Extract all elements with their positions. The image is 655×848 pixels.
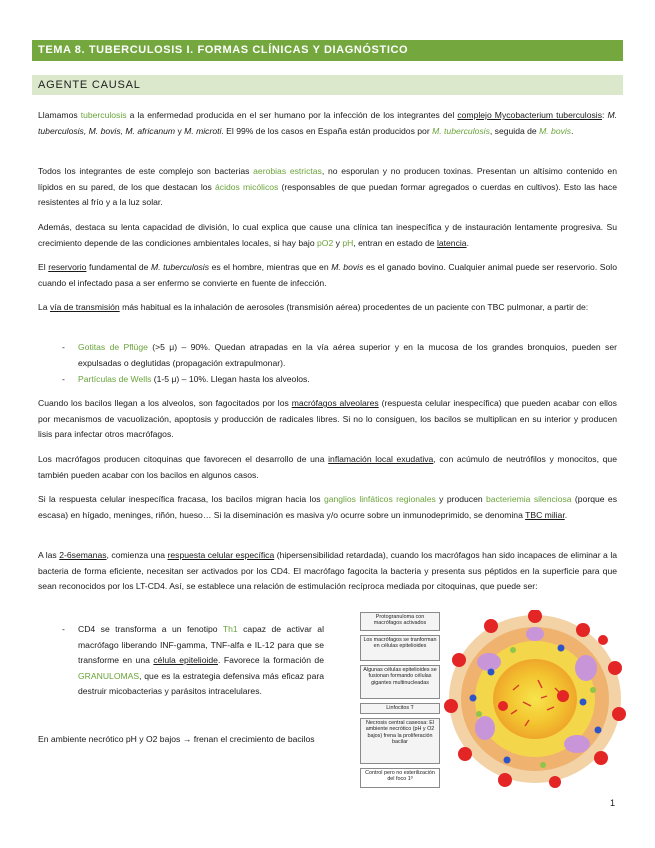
paragraph-definition: Llamamos tuberculosis a la enfermedad producida en el ser humano por la infección de los integrantes del complejo Mycobacterium tuberculosis: M. tuberculosis, M. bovis, M. africanum y M. microti. El 99% de los casos en España están producidos por M. tuberculosis, seguida de M. bovis. <box>38 110 617 136</box>
page-number: 1 <box>610 798 616 808</box>
page-title: TEMA 8. TUBERCULOSIS I. FORMAS CLÍNICAS Y DIAGNÓSTICO <box>32 40 623 61</box>
paragraph-dissemination: Si la respuesta celular inespecífica fracasa, los bacilos migran hacia los ganglios linfáticos regionales y producen bacteriemia silenciosa (porque es escasa) en hígado, meninges, riñón, hueso… Si la diseminación es masiva y/o ocurre sobre un inmunodeprimido, se denomina TBC miliar. <box>38 494 617 520</box>
legend-item: Algunas células epitelioides se fusionan formando células gigantes multinucleadas <box>360 665 440 699</box>
legend-item: Linfocitos T <box>360 703 440 714</box>
paragraph-division: Además, destaca su lenta capacidad de división, lo cual explica que cause una clínica tan inespecífica y de instauración lentamente progresiva. Su crecimiento depende de las condiciones ambientales locales, si hay bajo pO2 y pH, entran en estado de latencia. <box>38 222 617 248</box>
list-item: Gotitas de Pflüge (>5 μ) – 90%. Quedan atrapadas en la vía aérea superior y en la mucosa de los grandes bronquios, pueden ser expulsadas o deglutidas (propagación extrapulmonar). <box>78 342 617 368</box>
legend-item: Necrosis central caseosa: El ambiente necrótico (pH y O2 bajos) frena la proliferación bacilar <box>360 718 440 764</box>
list-item: Partículas de Wells (1-5 μ) – 10%. Llegan hasta los alveolos. <box>78 374 310 384</box>
paragraph-specific-response: A las 2-6semanas, comienza una respuesta celular específica (hipersensibilidad retardada), cuando los macrófagos han sido incapaces de eliminar a la bacteria de forma eficiente, necesitan ser activados por los CD4. El macrófago fagocita la bacteria y presenta sus péptidos en la superficie para que sean reconocidos por los LT-CD4. Así, se establece una relación de estimulación recíproca mediada por citoquinas, que puede ser: <box>38 550 618 592</box>
legend-item: Control pero no esterilización del foco 1º <box>360 768 440 788</box>
list-item: CD4 se transforma a un fenotipo Th1 capaz de activar al macrófago liberando INF-gamma, TNF-alfa e IL-12 para que se transforme en una célula epitelioide. Favorece la formación de GRANULOMAS, que es la estrategia defensiva más eficaz para destruir micobacterias y parásitos intracelulares. <box>78 624 324 697</box>
paragraph-characteristics: Todos los integrantes de este complejo son bacterias aerobias estrictas, no esporulan y no producen toxinas. Presentan un altísimo contenido en lípidos en su pared, de los que destacan los ácidos micólicos (responsables de que puedan formar agregados o cuerdas en cultivos). Esto las hace resistentes al frío y a la luz solar. <box>38 166 617 208</box>
paragraph-phagocytosis: Cuando los bacilos llegan a los alveolos, son fagocitados por los macrófagos alveolares (respuesta celular inespecífica) que pueden acabar con ellos por mecanismos de vacuolización, apoptosis y producción de radicales libres. Si no lo consiguen, los bacilos se multiplican en su interior y producen lisis para infectar otros macrófagos. <box>38 398 617 440</box>
section-heading: AGENTE CAUSAL <box>32 75 623 95</box>
paragraph-transmission: La vía de transmisión más habitual es la inhalación de aerosoles (transmisión aérea) procedentes de un paciente con TBC pulmonar, a partir de: <box>38 302 589 312</box>
bullet-marker: - <box>62 624 65 634</box>
legend-item: Los macrófagos se tranforman en células epitelioides <box>360 635 440 661</box>
bullet-marker: - <box>62 342 65 352</box>
granuloma-illustration <box>443 610 628 788</box>
paragraph-reservoir: El reservorio fundamental de M. tuberculosis es el hombre, mientras que en M. bovis es el ganado bovino. Cualquier animal puede ser reservorio. Solo cuando el infectado pasa a ser enfermo se convierte en fuente de infección. <box>38 262 618 288</box>
legend-item: Protogranuloma con macrófagos activados <box>360 612 440 631</box>
paragraph-necrotic: En ambiente necrótico pH y O2 bajos → frenan el crecimiento de bacilos <box>38 734 315 744</box>
bullet-marker: - <box>62 374 65 384</box>
paragraph-cytokines: Los macrófagos producen citoquinas que favorecen el desarrollo de una inflamación local exudativa, con acúmulo de neutrófilos y monocitos, que también pueden acabar con los bacilos en algunos casos. <box>38 454 617 480</box>
